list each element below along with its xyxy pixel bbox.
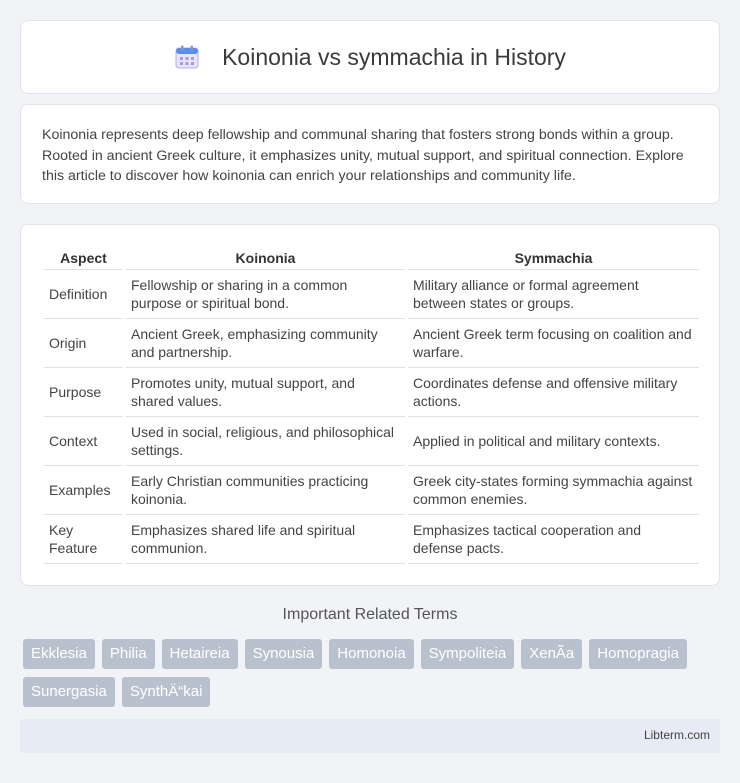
row-aspect: Context [44,417,123,466]
related-terms-title: Important Related Terms [282,606,458,623]
calendar-icon [174,44,200,70]
row-koinonia: Promotes unity, mutual support, and shared values. [126,368,405,417]
table-row [44,417,699,466]
tag-philia[interactable]: Philia [102,639,155,669]
table-header-row [44,244,699,270]
related-tags [23,639,723,707]
page-title: Koinonia vs symmachia in History [222,43,566,70]
row-koinonia: Fellowship or sharing in a common purpose or spiritual bond. [126,270,405,319]
header-aspect: Aspect [44,244,123,270]
tag-xenia[interactable]: XenÃa [521,639,582,669]
row-symmachia: Military alliance or formal agreement between states or groups. [408,270,699,319]
header-symmachia: Symmachia [408,244,699,270]
row-aspect: Origin [44,319,123,368]
row-symmachia: Applied in political and military contexts. [408,417,699,466]
footer-site-link[interactable]: Libterm.com [643,728,710,742]
row-koinonia: Early Christian communities practicing koinonia. [126,466,405,515]
tag-homopragia[interactable]: Homopragia [589,639,687,669]
tag-homonoia[interactable]: Homonoia [329,639,413,669]
comparison-card [20,224,720,586]
row-symmachia: Emphasizes tactical cooperation and defense pacts. [408,515,699,564]
row-koinonia: Emphasizes shared life and spiritual communion. [126,515,405,564]
row-aspect: Definition [44,270,123,319]
table-row [44,319,699,368]
tag-hetaireia[interactable]: Hetaireia [162,639,238,669]
header-card [20,20,720,94]
row-symmachia: Greek city-states forming symmachia against common enemies. [408,466,699,515]
table-row [44,368,699,417]
row-koinonia: Used in social, religious, and philosophical settings. [126,417,405,466]
row-aspect: Examples [44,466,123,515]
table-row [44,515,699,564]
row-aspect: Key Feature [44,515,123,564]
table-row [44,270,699,319]
intro-text: Koinonia represents deep fellowship and communal sharing that fosters strong bonds within a group. Rooted in ancient Greek culture, it emphasizes unity, mutual support, and spiritual connection. Explore this article to discover how koinonia can enrich your relationships and community life. [42,127,684,184]
comparison-table [41,244,702,564]
row-symmachia: Coordinates defense and offensive military actions. [408,368,699,417]
tag-synousia[interactable]: Synousia [245,639,323,669]
tag-ekklesia[interactable]: Ekklesia [23,639,95,669]
table-row [44,466,699,515]
tag-synthekai[interactable]: SynthÄ“kai [122,677,211,707]
row-symmachia: Ancient Greek term focusing on coalition and warfare. [408,319,699,368]
footer [20,719,720,753]
intro-card [20,104,720,204]
row-koinonia: Ancient Greek, emphasizing community and partnership. [126,319,405,368]
tag-sympoliteia[interactable]: Sympoliteia [421,639,515,669]
row-aspect: Purpose [44,368,123,417]
header-koinonia: Koinonia [126,244,405,270]
tag-sunergasia[interactable]: Sunergasia [23,677,115,707]
